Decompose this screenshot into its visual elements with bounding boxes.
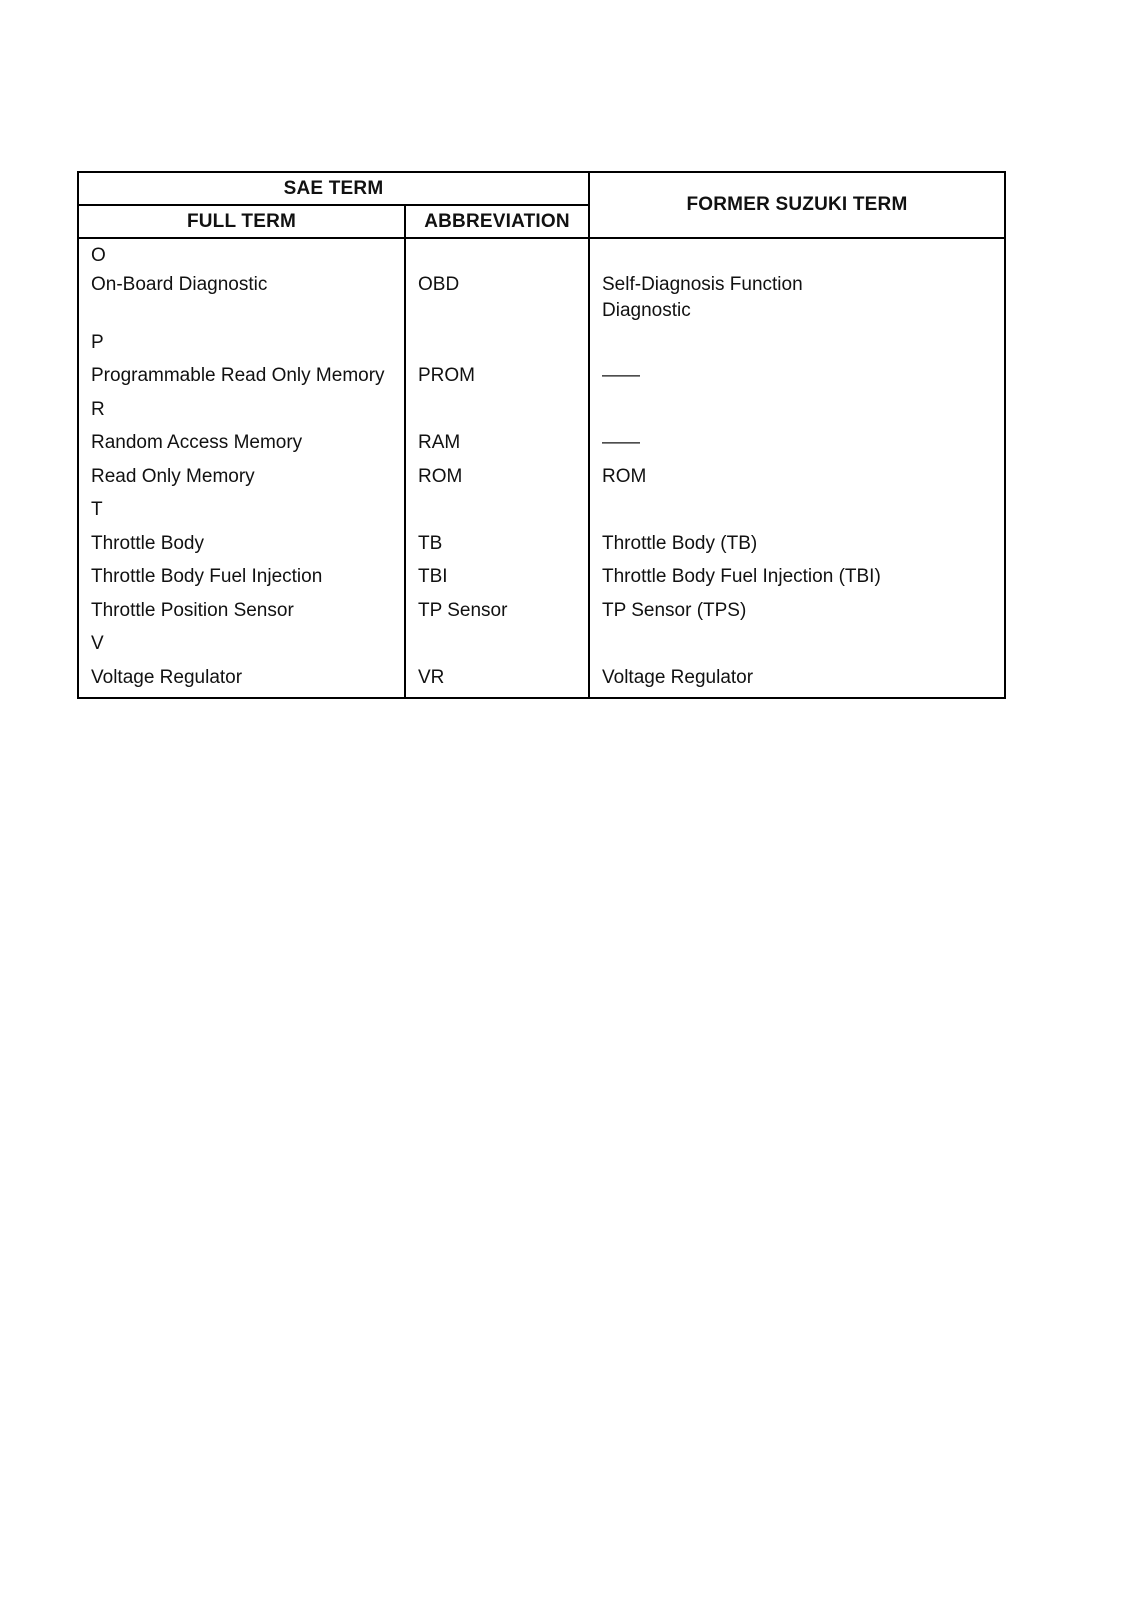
abbreviation-cell xyxy=(405,631,589,665)
terminology-table xyxy=(77,171,1006,699)
table-row xyxy=(78,397,1005,431)
former-term-cell xyxy=(589,363,1005,397)
former-term-line: —— xyxy=(602,365,640,386)
former-term-line: Diagnostic xyxy=(602,299,691,321)
former-term-cell xyxy=(589,464,1005,498)
table-row xyxy=(78,631,1005,665)
former-term-cell xyxy=(589,564,1005,598)
former-term-cell xyxy=(589,631,1005,665)
abbreviation-cell xyxy=(405,397,589,431)
former-term-line: ROM xyxy=(602,465,647,487)
table-row xyxy=(78,238,1005,272)
table-row xyxy=(78,497,1005,531)
abbreviation-header: ABBREVIATION xyxy=(405,205,589,238)
former-term-line: Throttle Body Fuel Injection (TBI) xyxy=(602,566,881,587)
former-term-line: —— xyxy=(602,432,640,453)
abbreviation-cell: TBI xyxy=(405,564,589,598)
former-term-cell xyxy=(589,430,1005,464)
former-term-cell xyxy=(589,598,1005,632)
table-row xyxy=(78,272,1005,330)
abbreviation-cell xyxy=(405,330,589,364)
sae-term-header: SAE TERM xyxy=(78,172,589,205)
former-term-line: TP Sensor (TPS) xyxy=(602,599,747,621)
header-row-top xyxy=(78,172,1005,205)
former-term-cell xyxy=(589,497,1005,531)
former-term-cell xyxy=(589,238,1005,272)
abbreviation-cell: PROM xyxy=(405,363,589,397)
table-body xyxy=(78,238,1005,698)
full-term-header: FULL TERM xyxy=(78,205,405,238)
full-term-cell: Throttle Body xyxy=(78,531,405,565)
former-term-cell xyxy=(589,531,1005,565)
former-term-cell xyxy=(589,272,1005,330)
table-row xyxy=(78,464,1005,498)
former-term-cell xyxy=(589,665,1005,699)
table-row xyxy=(78,531,1005,565)
table-row xyxy=(78,430,1005,464)
abbreviation-cell: OBD xyxy=(405,272,589,330)
abbreviation-cell xyxy=(405,497,589,531)
former-term-cell xyxy=(589,330,1005,364)
full-term-cell: Read Only Memory xyxy=(78,464,405,498)
former-term-line: Self-Diagnosis Function xyxy=(602,273,803,295)
full-term-cell: T xyxy=(78,497,405,531)
abbreviation-cell: TP Sensor xyxy=(405,598,589,632)
abbreviation-cell: RAM xyxy=(405,430,589,464)
abbreviation-cell: ROM xyxy=(405,464,589,498)
full-term-cell: R xyxy=(78,397,405,431)
former-term-line: Throttle Body (TB) xyxy=(602,532,758,554)
table-row xyxy=(78,363,1005,397)
full-term-cell: V xyxy=(78,631,405,665)
former-term-line: Voltage Regulator xyxy=(602,666,754,688)
full-term-cell: On-Board Diagnostic xyxy=(78,272,405,330)
full-term-cell: P xyxy=(78,330,405,364)
full-term-cell: O xyxy=(78,238,405,272)
table-row xyxy=(78,598,1005,632)
table-row xyxy=(78,665,1005,699)
full-term-cell: Throttle Position Sensor xyxy=(78,598,405,632)
former-term-cell xyxy=(589,397,1005,431)
table-row xyxy=(78,564,1005,598)
full-term-cell: Throttle Body Fuel Injection xyxy=(78,564,405,598)
full-term-cell: Programmable Read Only Memory xyxy=(78,363,405,397)
abbreviation-cell xyxy=(405,238,589,272)
table-row xyxy=(78,330,1005,364)
full-term-cell: Voltage Regulator xyxy=(78,665,405,699)
abbreviation-cell: TB xyxy=(405,531,589,565)
full-term-cell: Random Access Memory xyxy=(78,430,405,464)
former-suzuki-term-header: FORMER SUZUKI TERM xyxy=(589,172,1005,238)
abbreviation-cell: VR xyxy=(405,665,589,699)
table-header xyxy=(78,172,1005,238)
